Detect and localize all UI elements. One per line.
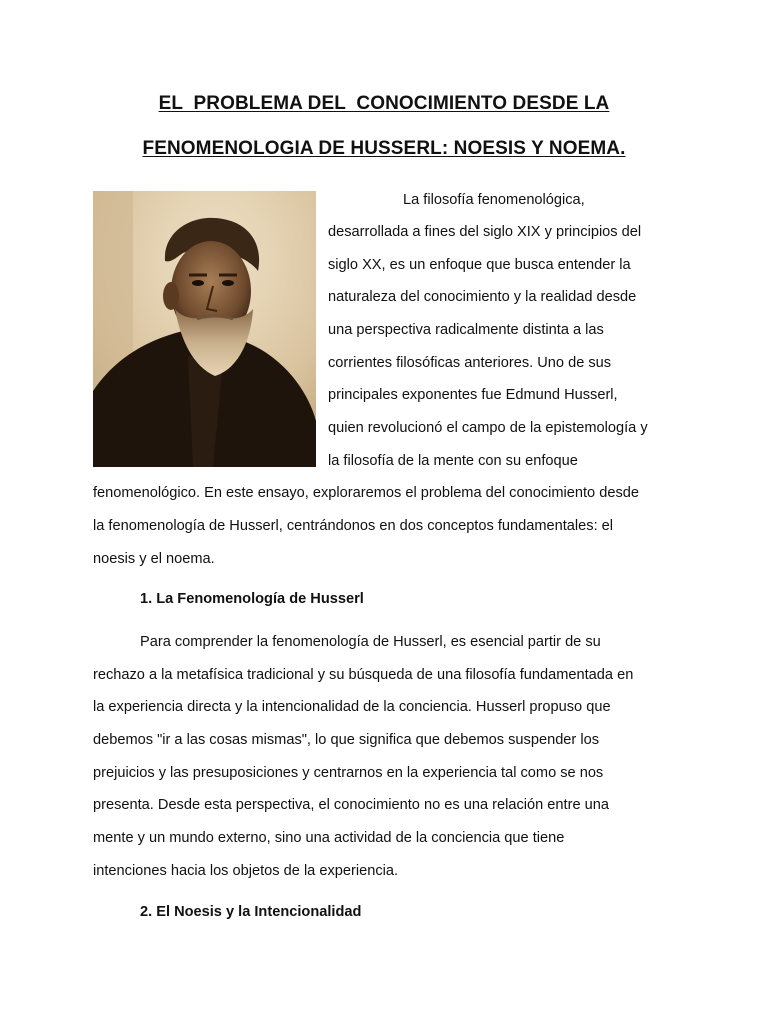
- intro-line-8: quien revolucionó el campo de la epistemología y: [328, 420, 648, 436]
- section-2-heading: 2. El Noesis y la Intencionalidad: [140, 904, 362, 920]
- intro-line-2: desarrollada a fines del siglo XIX y principios del: [328, 224, 642, 240]
- intro-line-6: corrientes filosóficas anteriores. Uno de sus: [328, 355, 612, 371]
- intro-line-1: La filosofía fenomenológica,: [403, 192, 585, 208]
- section-1-line-1: Para comprender la fenomenología de Husserl, es esencial partir de su: [140, 634, 601, 650]
- section-1-line-6: presenta. Desde esta perspectiva, el conocimiento no es una relación entre una: [93, 797, 609, 813]
- section-1-line-5: prejuicios y las presuposiciones y centrarnos en la experiencia tal como se nos: [93, 765, 604, 781]
- section-1-heading: 1. La Fenomenología de Husserl: [140, 591, 364, 607]
- intro-line-10: fenomenológico. En este ensayo, exploraremos el problema del conocimiento desde: [93, 485, 639, 501]
- intro-line-3: siglo XX, es un enfoque que busca entender la: [328, 257, 631, 273]
- section-1-line-7: mente y un mundo externo, sino una actividad de la conciencia que tiene: [93, 830, 565, 846]
- intro-line-4: naturaleza del conocimiento y la realidad desde: [328, 289, 637, 305]
- intro-line-5: una perspectiva radicalmente distinta a las: [328, 322, 604, 338]
- document-title-line-1: EL PROBLEMA DEL CONOCIMIENTO DESDE LA: [158, 93, 610, 114]
- intro-line-12: noesis y el noema.: [93, 551, 215, 567]
- document-title-line-2: FENOMENOLOGIA DE HUSSERL: NOESIS Y NOEMA.: [142, 138, 626, 159]
- section-1-line-3: la experiencia directa y la intencionalidad de la conciencia. Husserl propuso que: [93, 699, 611, 715]
- intro-line-7: principales exponentes fue Edmund Husserl,: [328, 387, 618, 403]
- section-1-line-2: rechazo a la metafísica tradicional y su búsqueda de una filosofía fundamentada en: [93, 667, 634, 683]
- intro-line-9: la filosofía de la mente con su enfoque: [328, 453, 578, 469]
- husserl-portrait-image: [93, 191, 316, 467]
- section-1-line-4: debemos "ir a las cosas mismas", lo que significa que debemos suspender los: [93, 732, 599, 748]
- section-1-line-8: intenciones hacia los objetos de la experiencia.: [93, 863, 399, 879]
- intro-line-11: la fenomenología de Husserl, centrándonos en dos conceptos fundamentales: el: [93, 518, 614, 534]
